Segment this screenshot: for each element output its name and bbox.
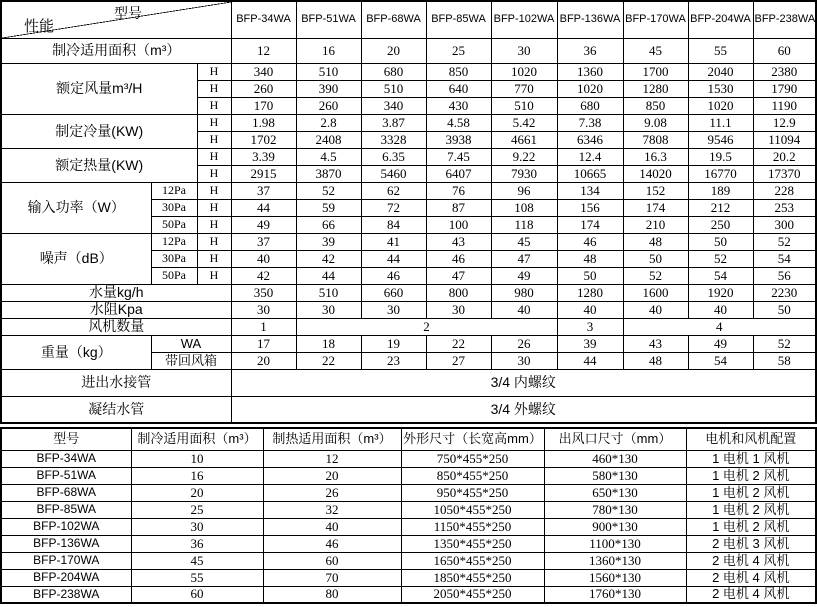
spec-value-cell: 44 — [231, 199, 296, 216]
spec-value-cell: 52 — [623, 267, 688, 284]
spec-value-cell: 1020 — [491, 63, 557, 80]
corner-cell — [1, 1, 231, 38]
spec-value-cell: 16770 — [688, 165, 753, 182]
spec-value-cell: 430 — [426, 97, 491, 114]
spec-value-cell: 40 — [688, 301, 753, 318]
detail-value-cell: 1050*455*250 — [401, 501, 544, 518]
spec-value-cell: 108 — [491, 199, 557, 216]
table-row — [1, 569, 816, 586]
model-header-cell: BFP-102WA — [491, 1, 557, 38]
spec-value-cell: 680 — [557, 97, 623, 114]
spec-value-cell: 30 — [296, 301, 361, 318]
fan-count-cell: 3 — [557, 318, 623, 335]
detail-value-cell: 850*455*250 — [401, 467, 544, 484]
detail-value-cell: 20 — [131, 484, 263, 501]
spec-value-cell: 11094 — [753, 131, 816, 148]
spec-value-cell: 41 — [361, 233, 426, 250]
fan-count-cell: 1 — [231, 318, 296, 335]
spec-value-cell: 30 — [491, 38, 557, 63]
table-row — [1, 501, 816, 518]
spec-value-cell: 3328 — [361, 131, 426, 148]
spec-value-cell: 680 — [361, 63, 426, 80]
detail-value-cell: 20 — [263, 467, 401, 484]
model-header-cell: BFP-170WA — [623, 1, 688, 38]
spec-row-label: 额定风量m³/H — [1, 63, 197, 114]
speed-label: H — [197, 199, 231, 216]
column-header-cell: 制冷适用面积（m³） — [131, 428, 263, 450]
spec-value-cell: 340 — [231, 63, 296, 80]
column-header-cell: 型号 — [1, 428, 131, 450]
spec-row-label: 进出水接管 — [1, 369, 231, 396]
spec-value-cell: 6407 — [426, 165, 491, 182]
spec-value-cell: 2.8 — [296, 114, 361, 131]
spec-value-cell: 17 — [231, 335, 296, 352]
spec-value-cell: 48 — [557, 250, 623, 267]
detail-value-cell: 580*130 — [544, 467, 686, 484]
pressure-label: 30Pa — [151, 250, 197, 267]
spec-value-cell: 14020 — [623, 165, 688, 182]
speed-label: H — [197, 267, 231, 284]
detail-value-cell: 1850*455*250 — [401, 569, 544, 586]
detail-value-cell: 1150*455*250 — [401, 518, 544, 535]
detail-value-cell: 2 电机 4 风机 — [686, 586, 816, 603]
spec-value-cell: 87 — [426, 199, 491, 216]
table-row — [1, 301, 816, 318]
spec-value-cell: 3.39 — [231, 148, 296, 165]
spec-value-cell: 19.5 — [688, 148, 753, 165]
weight-sub-label: 带回风箱 — [151, 352, 231, 369]
spec-value-cell: 1702 — [231, 131, 296, 148]
spec-value-cell: 56 — [753, 267, 816, 284]
spec-row-label: 噪声（dB） — [1, 233, 151, 284]
spec-row-label: 重量（kg） — [1, 335, 151, 369]
spec-value-cell: 1530 — [688, 80, 753, 97]
speed-label: H — [197, 216, 231, 233]
spec-value-cell: 20 — [361, 38, 426, 63]
spec-value-cell: 1360 — [557, 63, 623, 80]
pressure-label: 50Pa — [151, 216, 197, 233]
spec-value-cell: 1020 — [688, 97, 753, 114]
spec-value-cell: 5.42 — [491, 114, 557, 131]
spec-row-label: 输入功率（W） — [1, 182, 151, 233]
model-name-cell: BFP-68WA — [1, 484, 131, 501]
corner-performance-label: 性能 — [24, 17, 55, 35]
detail-table-body — [1, 428, 816, 603]
table-row — [1, 182, 816, 199]
speed-label: H — [197, 114, 231, 131]
detail-value-cell: 2 电机 4 风机 — [686, 552, 816, 569]
model-header-cell: BFP-136WA — [557, 1, 623, 38]
spec-value-cell: 59 — [296, 199, 361, 216]
detail-value-cell: 46 — [263, 535, 401, 552]
speed-label: H — [197, 131, 231, 148]
spec-value-cell: 3.87 — [361, 114, 426, 131]
spec-value-cell: 850 — [426, 63, 491, 80]
weight-sub-label: WA — [151, 335, 231, 352]
spec-value-cell: 30 — [491, 352, 557, 369]
spec-value-cell: 510 — [491, 97, 557, 114]
spec-value-cell: 156 — [557, 199, 623, 216]
spec-value-cell: 510 — [296, 63, 361, 80]
fan-count-cell: 2 — [296, 318, 557, 335]
spec-value-cell: 510 — [361, 80, 426, 97]
spec-value-cell: 30 — [231, 301, 296, 318]
detail-value-cell: 80 — [263, 586, 401, 603]
spec-value-cell: 7.45 — [426, 148, 491, 165]
spec-value-cell: 30 — [361, 301, 426, 318]
spec-value-cell: 47 — [426, 267, 491, 284]
corner-model-label: 型号 — [114, 5, 142, 21]
model-header-cell: BFP-238WA — [753, 1, 816, 38]
detail-value-cell: 60 — [263, 552, 401, 569]
detail-value-cell: 1 电机 2 风机 — [686, 518, 816, 535]
spec-row-label: 水量kg/h — [1, 284, 231, 301]
spec-value-cell: 42 — [231, 267, 296, 284]
spec-value-cell: 39 — [296, 233, 361, 250]
spec-row-label: 风机数量 — [1, 318, 231, 335]
spec-value-cell: 27 — [426, 352, 491, 369]
spec-value-cell: 42 — [296, 250, 361, 267]
spec-value-cell: 850 — [623, 97, 688, 114]
table-row — [1, 233, 816, 250]
spec-value-cell: 16 — [296, 38, 361, 63]
detail-value-cell: 25 — [131, 501, 263, 518]
spec-value-cell: 50 — [688, 233, 753, 250]
pipe-value-cell: 3/4 内螺纹 — [231, 369, 816, 396]
spec-value-cell: 390 — [296, 80, 361, 97]
table-row — [1, 518, 816, 535]
spec-row-label: 凝结水管 — [1, 396, 231, 423]
spec-value-cell: 52 — [688, 250, 753, 267]
speed-label: H — [197, 63, 231, 80]
spec-value-cell: 52 — [753, 233, 816, 250]
spec-value-cell: 2230 — [753, 284, 816, 301]
column-header-cell: 电机和风机配置 — [686, 428, 816, 450]
detail-value-cell: 2050*455*250 — [401, 586, 544, 603]
pressure-label: 12Pa — [151, 233, 197, 250]
spec-value-cell: 47 — [491, 250, 557, 267]
spec-value-cell: 134 — [557, 182, 623, 199]
detail-value-cell: 750*455*250 — [401, 450, 544, 467]
table-row — [1, 467, 816, 484]
spec-value-cell: 48 — [623, 233, 688, 250]
model-name-cell: BFP-34WA — [1, 450, 131, 467]
spec-value-cell: 7.38 — [557, 114, 623, 131]
spec-value-cell: 12.9 — [753, 114, 816, 131]
spec-value-cell: 50 — [557, 267, 623, 284]
spec-row-label: 额定热量(KW) — [1, 148, 197, 182]
speed-label: H — [197, 148, 231, 165]
spec-value-cell: 50 — [753, 301, 816, 318]
spec-value-cell: 54 — [688, 352, 753, 369]
spec-value-cell: 84 — [361, 216, 426, 233]
spec-value-cell: 7808 — [623, 131, 688, 148]
spec-value-cell: 52 — [753, 335, 816, 352]
table-row — [1, 396, 816, 423]
spec-value-cell: 50 — [623, 250, 688, 267]
model-name-cell: BFP-238WA — [1, 586, 131, 603]
detail-value-cell: 950*455*250 — [401, 484, 544, 501]
spec-value-cell: 9.08 — [623, 114, 688, 131]
pressure-label: 12Pa — [151, 182, 197, 199]
table-row — [1, 586, 816, 603]
detail-value-cell: 460*130 — [544, 450, 686, 467]
detail-value-cell: 1560*130 — [544, 569, 686, 586]
table-row — [1, 428, 816, 450]
detail-value-cell: 1100*130 — [544, 535, 686, 552]
spec-value-cell: 36 — [557, 38, 623, 63]
pressure-label: 30Pa — [151, 199, 197, 216]
detail-value-cell: 1760*130 — [544, 586, 686, 603]
spec-value-cell: 40 — [623, 301, 688, 318]
detail-value-cell: 36 — [131, 535, 263, 552]
spec-value-cell: 2408 — [296, 131, 361, 148]
column-header-cell: 外形尺寸（长宽高mm） — [401, 428, 544, 450]
spec-value-cell: 62 — [361, 182, 426, 199]
spec-value-cell: 1020 — [557, 80, 623, 97]
spec-value-cell: 17370 — [753, 165, 816, 182]
detail-value-cell: 1 电机 1 风机 — [686, 450, 816, 467]
spec-value-cell: 43 — [623, 335, 688, 352]
table-row — [1, 38, 816, 63]
spec-value-cell: 6.35 — [361, 148, 426, 165]
detail-value-cell: 30 — [131, 518, 263, 535]
detail-value-cell: 780*130 — [544, 501, 686, 518]
detail-value-cell: 45 — [131, 552, 263, 569]
spec-value-cell: 40 — [557, 301, 623, 318]
spec-value-cell: 189 — [688, 182, 753, 199]
spec-value-cell: 1280 — [623, 80, 688, 97]
spec-value-cell: 260 — [231, 80, 296, 97]
spec-value-cell: 4661 — [491, 131, 557, 148]
detail-value-cell: 1360*130 — [544, 552, 686, 569]
spec-value-cell: 3870 — [296, 165, 361, 182]
column-header-cell: 出风口尺寸（mm） — [544, 428, 686, 450]
spec-value-cell: 6346 — [557, 131, 623, 148]
spec-value-cell: 2040 — [688, 63, 753, 80]
model-header-cell: BFP-51WA — [296, 1, 361, 38]
table-row — [1, 1, 816, 38]
spec-value-cell: 118 — [491, 216, 557, 233]
spec-value-cell: 250 — [688, 216, 753, 233]
spec-value-cell: 40 — [491, 301, 557, 318]
spec-value-cell: 4.58 — [426, 114, 491, 131]
fan-count-cell: 4 — [623, 318, 816, 335]
table-row — [1, 284, 816, 301]
spec-value-cell: 770 — [491, 80, 557, 97]
spec-value-cell: 23 — [361, 352, 426, 369]
spec-table-body — [1, 1, 816, 423]
detail-value-cell: 12 — [263, 450, 401, 467]
spec-value-cell: 9.22 — [491, 148, 557, 165]
spec-value-cell: 37 — [231, 233, 296, 250]
spec-value-cell: 72 — [361, 199, 426, 216]
table-row — [1, 318, 816, 335]
detail-value-cell: 650*130 — [544, 484, 686, 501]
detail-value-cell: 60 — [131, 586, 263, 603]
spec-value-cell: 46 — [426, 250, 491, 267]
model-header-cell: BFP-85WA — [426, 1, 491, 38]
spec-value-cell: 22 — [426, 335, 491, 352]
spec-value-cell: 300 — [753, 216, 816, 233]
spec-value-cell: 39 — [557, 335, 623, 352]
model-header-cell: BFP-34WA — [231, 1, 296, 38]
spec-row-label: 制冷适用面积（m³） — [1, 38, 231, 63]
detail-value-cell: 900*130 — [544, 518, 686, 535]
spec-value-cell: 340 — [361, 97, 426, 114]
spec-value-cell: 54 — [753, 250, 816, 267]
spec-value-cell: 44 — [296, 267, 361, 284]
detail-value-cell: 1 电机 2 风机 — [686, 484, 816, 501]
speed-label: H — [197, 250, 231, 267]
column-header-cell: 制热适用面积（m³） — [263, 428, 401, 450]
spec-value-cell: 980 — [491, 284, 557, 301]
model-name-cell: BFP-51WA — [1, 467, 131, 484]
spec-value-cell: 49 — [688, 335, 753, 352]
spec-value-cell: 1600 — [623, 284, 688, 301]
spec-value-cell: 1920 — [688, 284, 753, 301]
detail-value-cell: 1650*455*250 — [401, 552, 544, 569]
detail-value-cell: 10 — [131, 450, 263, 467]
spec-value-cell: 46 — [361, 267, 426, 284]
spec-value-cell: 9546 — [688, 131, 753, 148]
spec-value-cell: 7930 — [491, 165, 557, 182]
spec-value-cell: 19 — [361, 335, 426, 352]
table-row — [1, 484, 816, 501]
speed-label: H — [197, 165, 231, 182]
spec-value-cell: 22 — [296, 352, 361, 369]
spec-value-cell: 212 — [688, 199, 753, 216]
table-row — [1, 450, 816, 467]
spec-value-cell: 1280 — [557, 284, 623, 301]
pipe-value-cell: 3/4 外螺纹 — [231, 396, 816, 423]
spec-value-cell: 660 — [361, 284, 426, 301]
spec-value-cell: 55 — [688, 38, 753, 63]
detail-value-cell: 55 — [131, 569, 263, 586]
spec-value-cell: 5460 — [361, 165, 426, 182]
spec-value-cell: 174 — [557, 216, 623, 233]
spec-value-cell: 49 — [231, 216, 296, 233]
model-name-cell: BFP-204WA — [1, 569, 131, 586]
table-row — [1, 114, 816, 131]
spec-value-cell: 260 — [296, 97, 361, 114]
model-header-cell: BFP-68WA — [361, 1, 426, 38]
detail-value-cell: 1 电机 2 风机 — [686, 501, 816, 518]
spec-value-cell: 43 — [426, 233, 491, 250]
spec-value-cell: 25 — [426, 38, 491, 63]
spec-value-cell: 40 — [231, 250, 296, 267]
detail-value-cell: 2 电机 3 风机 — [686, 535, 816, 552]
detail-value-cell: 40 — [263, 518, 401, 535]
spec-value-cell: 66 — [296, 216, 361, 233]
spec-row-label: 水阻Kpa — [1, 301, 231, 318]
spec-value-cell: 54 — [688, 267, 753, 284]
spec-value-cell: 1.98 — [231, 114, 296, 131]
spec-value-cell: 52 — [296, 182, 361, 199]
model-name-cell: BFP-170WA — [1, 552, 131, 569]
spec-value-cell: 170 — [231, 97, 296, 114]
detail-value-cell: 16 — [131, 467, 263, 484]
spec-row-label: 制定冷量(KW) — [1, 114, 197, 148]
spec-value-cell: 2915 — [231, 165, 296, 182]
spec-value-cell: 44 — [557, 352, 623, 369]
model-header-cell: BFP-204WA — [688, 1, 753, 38]
spec-value-cell: 1190 — [753, 97, 816, 114]
spec-value-cell: 174 — [623, 199, 688, 216]
spec-value-cell: 100 — [426, 216, 491, 233]
detail-value-cell: 2 电机 4 风机 — [686, 569, 816, 586]
spec-value-cell: 58 — [753, 352, 816, 369]
spec-value-cell: 3938 — [426, 131, 491, 148]
detail-table — [0, 427, 817, 604]
spec-value-cell: 800 — [426, 284, 491, 301]
pressure-label: 50Pa — [151, 267, 197, 284]
spec-value-cell: 228 — [753, 182, 816, 199]
spec-value-cell: 640 — [426, 80, 491, 97]
spec-value-cell: 45 — [623, 38, 688, 63]
spec-value-cell: 37 — [231, 182, 296, 199]
spec-value-cell: 510 — [296, 284, 361, 301]
spec-value-cell: 152 — [623, 182, 688, 199]
model-name-cell: BFP-136WA — [1, 535, 131, 552]
spec-value-cell: 45 — [491, 233, 557, 250]
spec-value-cell: 20.2 — [753, 148, 816, 165]
detail-value-cell: 1350*455*250 — [401, 535, 544, 552]
spec-value-cell: 96 — [491, 182, 557, 199]
spec-value-cell: 76 — [426, 182, 491, 199]
model-name-cell: BFP-85WA — [1, 501, 131, 518]
detail-value-cell: 32 — [263, 501, 401, 518]
detail-value-cell: 26 — [263, 484, 401, 501]
spec-value-cell: 2380 — [753, 63, 816, 80]
spec-value-cell: 12 — [231, 38, 296, 63]
table-row — [1, 552, 816, 569]
spec-value-cell: 20 — [231, 352, 296, 369]
table-row — [1, 369, 816, 396]
spec-value-cell: 11.1 — [688, 114, 753, 131]
table-row — [1, 63, 816, 80]
spec-value-cell: 44 — [361, 250, 426, 267]
spec-value-cell: 26 — [491, 335, 557, 352]
table-row — [1, 535, 816, 552]
spec-value-cell: 12.4 — [557, 148, 623, 165]
spec-value-cell: 1790 — [753, 80, 816, 97]
speed-label: H — [197, 182, 231, 199]
spec-value-cell: 49 — [491, 267, 557, 284]
spec-value-cell: 60 — [753, 38, 816, 63]
speed-label: H — [197, 97, 231, 114]
spec-value-cell: 30 — [426, 301, 491, 318]
detail-value-cell: 1 电机 2 风机 — [686, 467, 816, 484]
detail-value-cell: 70 — [263, 569, 401, 586]
spec-value-cell: 253 — [753, 199, 816, 216]
spec-value-cell: 48 — [623, 352, 688, 369]
table-row — [1, 148, 816, 165]
spec-value-cell: 46 — [557, 233, 623, 250]
spec-value-cell: 10665 — [557, 165, 623, 182]
spec-value-cell: 210 — [623, 216, 688, 233]
spec-value-cell: 1700 — [623, 63, 688, 80]
spec-value-cell: 18 — [296, 335, 361, 352]
speed-label: H — [197, 80, 231, 97]
spec-value-cell: 4.5 — [296, 148, 361, 165]
table-row — [1, 335, 816, 352]
speed-label: H — [197, 233, 231, 250]
spec-value-cell: 350 — [231, 284, 296, 301]
spec-value-cell: 16.3 — [623, 148, 688, 165]
model-name-cell: BFP-102WA — [1, 518, 131, 535]
